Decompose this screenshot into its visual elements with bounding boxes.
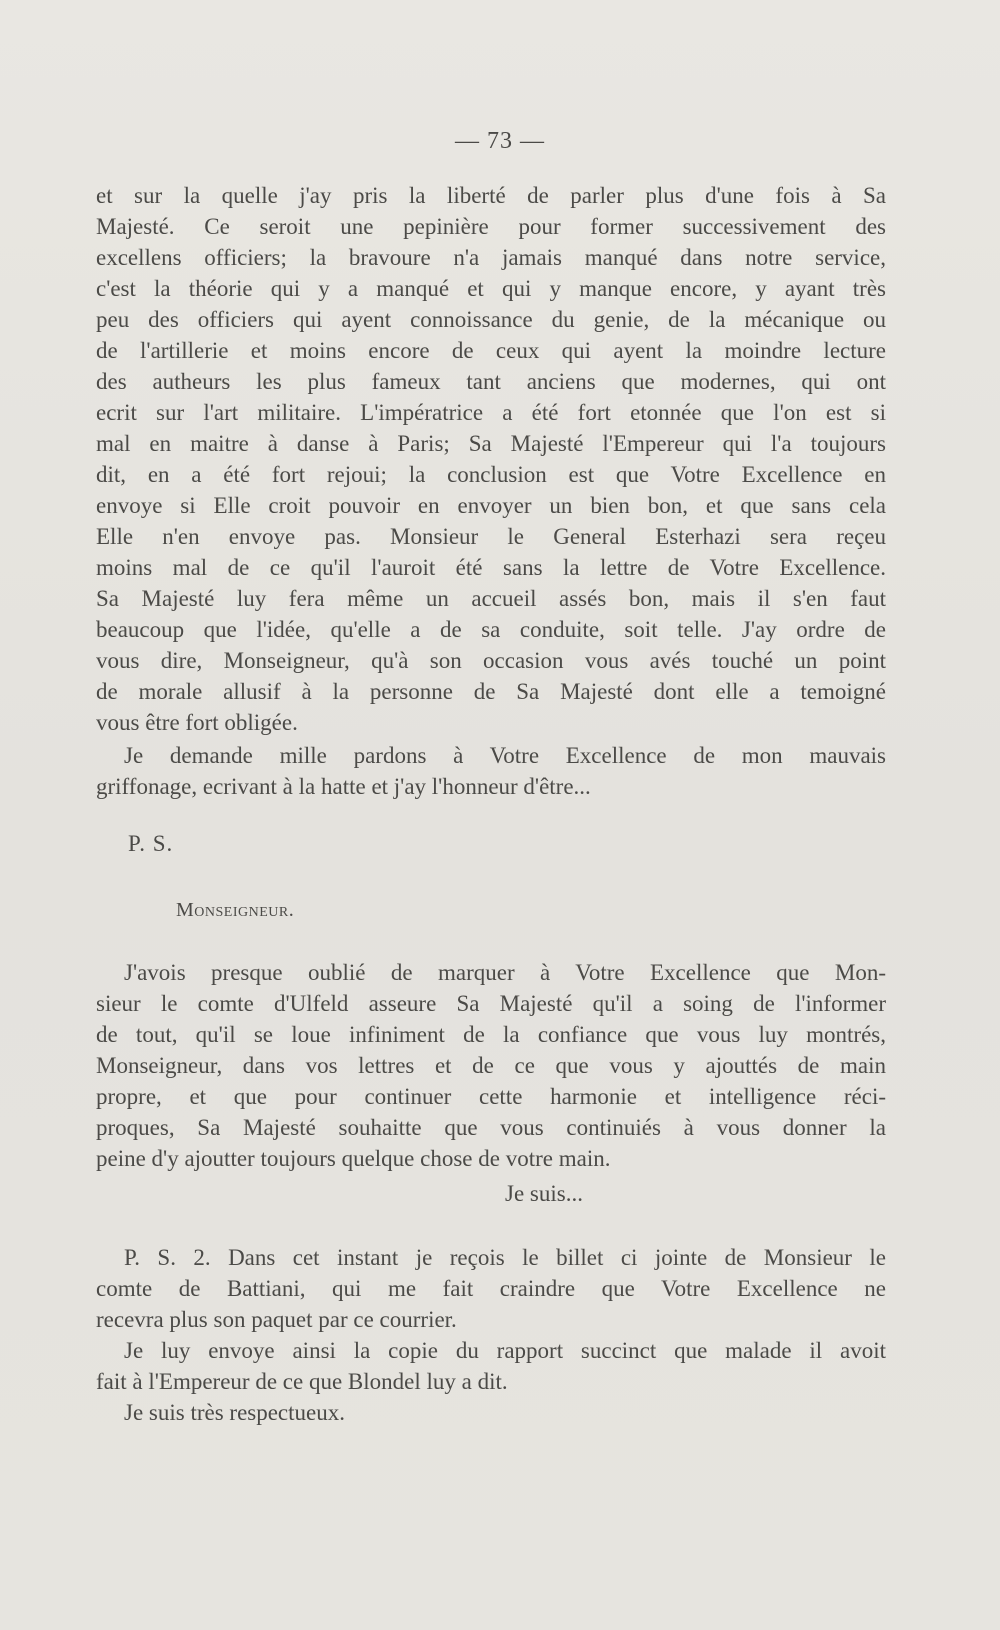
text-line: Je demande mille pardons à Votre Excellence de mon mauvais bbox=[124, 743, 886, 768]
text-line: Monseigneur, dans vos lettres et de ce que vous y ajouttés de main bbox=[96, 1053, 886, 1078]
salutation: Monseigneur. bbox=[176, 899, 295, 921]
text-line: recevra plus son paquet par ce courrier. bbox=[96, 1307, 457, 1332]
paragraph-2 bbox=[96, 740, 886, 802]
postscript-label: P. S. bbox=[128, 831, 174, 856]
text-line: Majesté. Ce seroit une pepinière pour former successivement des bbox=[96, 214, 886, 239]
paragraph-1 bbox=[96, 180, 886, 738]
text-line: des autheurs les plus fameux tant anciens que modernes, qui ont bbox=[96, 369, 886, 394]
text-line: et sur la quelle j'ay pris la liberté de parler plus d'une fois à Sa bbox=[96, 183, 886, 208]
text-line: proques, Sa Majesté souhaitte que vous continuiés à vous donner la bbox=[96, 1115, 886, 1140]
text-line: sieur le comte d'Ulfeld asseure Sa Majesté qu'il a soing de l'informer bbox=[96, 991, 886, 1016]
text-line: de l'artillerie et moins encore de ceux qui ayent la moindre lecture bbox=[96, 338, 886, 363]
text-line: Je suis très respectueux. bbox=[124, 1400, 345, 1425]
text-line: vous être fort obligée. bbox=[96, 710, 298, 735]
text-line: vous dire, Monseigneur, qu'à son occasion vous avés touché un point bbox=[96, 648, 886, 673]
text-line: beaucoup que l'idée, qu'elle a de sa conduite, soit telle. J'ay ordre de bbox=[96, 617, 886, 642]
text-line: mal en maitre à danse à Paris; Sa Majesté l'Empereur qui l'a toujours bbox=[96, 431, 886, 456]
text-line: ecrit sur l'art militaire. L'impératrice a été fort etonnée que l'on est si bbox=[96, 400, 886, 425]
paragraph-3 bbox=[96, 957, 886, 1174]
page-number: — 73 — bbox=[455, 128, 545, 154]
text-line: fait à l'Empereur de ce que Blondel luy a dit. bbox=[96, 1369, 508, 1394]
text-line: Sa Majesté luy fera même un accueil assés bon, mais il s'en faut bbox=[96, 586, 886, 611]
text-line: envoye si Elle croit pouvoir en envoyer un bien bon, et que sans cela bbox=[96, 493, 886, 518]
text-line: excellens officiers; la bravoure n'a jamais manqué dans notre service, bbox=[96, 245, 886, 270]
text-line: propre, et que pour continuer cette harmonie et intelligence réci- bbox=[96, 1084, 886, 1109]
text-line: Elle n'en envoye pas. Monsieur le General Esterhazi sera reçeu bbox=[96, 524, 886, 549]
text-line: de morale allusif à la personne de Sa Majesté dont elle a temoigné bbox=[96, 679, 886, 704]
paragraph-5 bbox=[96, 1335, 886, 1397]
text-line: de tout, qu'il se loue infiniment de la confiance que vous luy montrés, bbox=[96, 1022, 886, 1047]
paragraph-4 bbox=[96, 1242, 886, 1335]
text-line: griffonage, ecrivant à la hatte et j'ay l'honneur d'être... bbox=[96, 774, 591, 799]
text-line: peu des officiers qui ayent connoissance du genie, de la mécanique ou bbox=[96, 307, 886, 332]
paragraph-6 bbox=[96, 1397, 886, 1428]
text-line: Je luy envoye ainsi la copie du rapport succinct que malade il avoit bbox=[124, 1338, 886, 1363]
text-line: comte de Battiani, qui me fait craindre que Votre Excellence ne bbox=[96, 1276, 886, 1301]
text-line: J'avois presque oublié de marquer à Votre Excellence que Mon- bbox=[124, 960, 886, 985]
text-line: c'est la théorie qui y a manqué et qui y manque encore, y ayant très bbox=[96, 276, 886, 301]
text-line: peine d'y ajoutter toujours quelque chose de votre main. bbox=[96, 1146, 611, 1171]
text-line: P. S. 2. Dans cet instant je reçois le billet ci jointe de Monsieur le bbox=[124, 1245, 886, 1270]
text-line: dit, en a été fort rejoui; la conclusion est que Votre Excellence en bbox=[96, 462, 886, 487]
signoff: Je suis... bbox=[505, 1181, 583, 1206]
text-line: moins mal de ce qu'il l'auroit été sans la lettre de Votre Excellence. bbox=[96, 555, 886, 580]
